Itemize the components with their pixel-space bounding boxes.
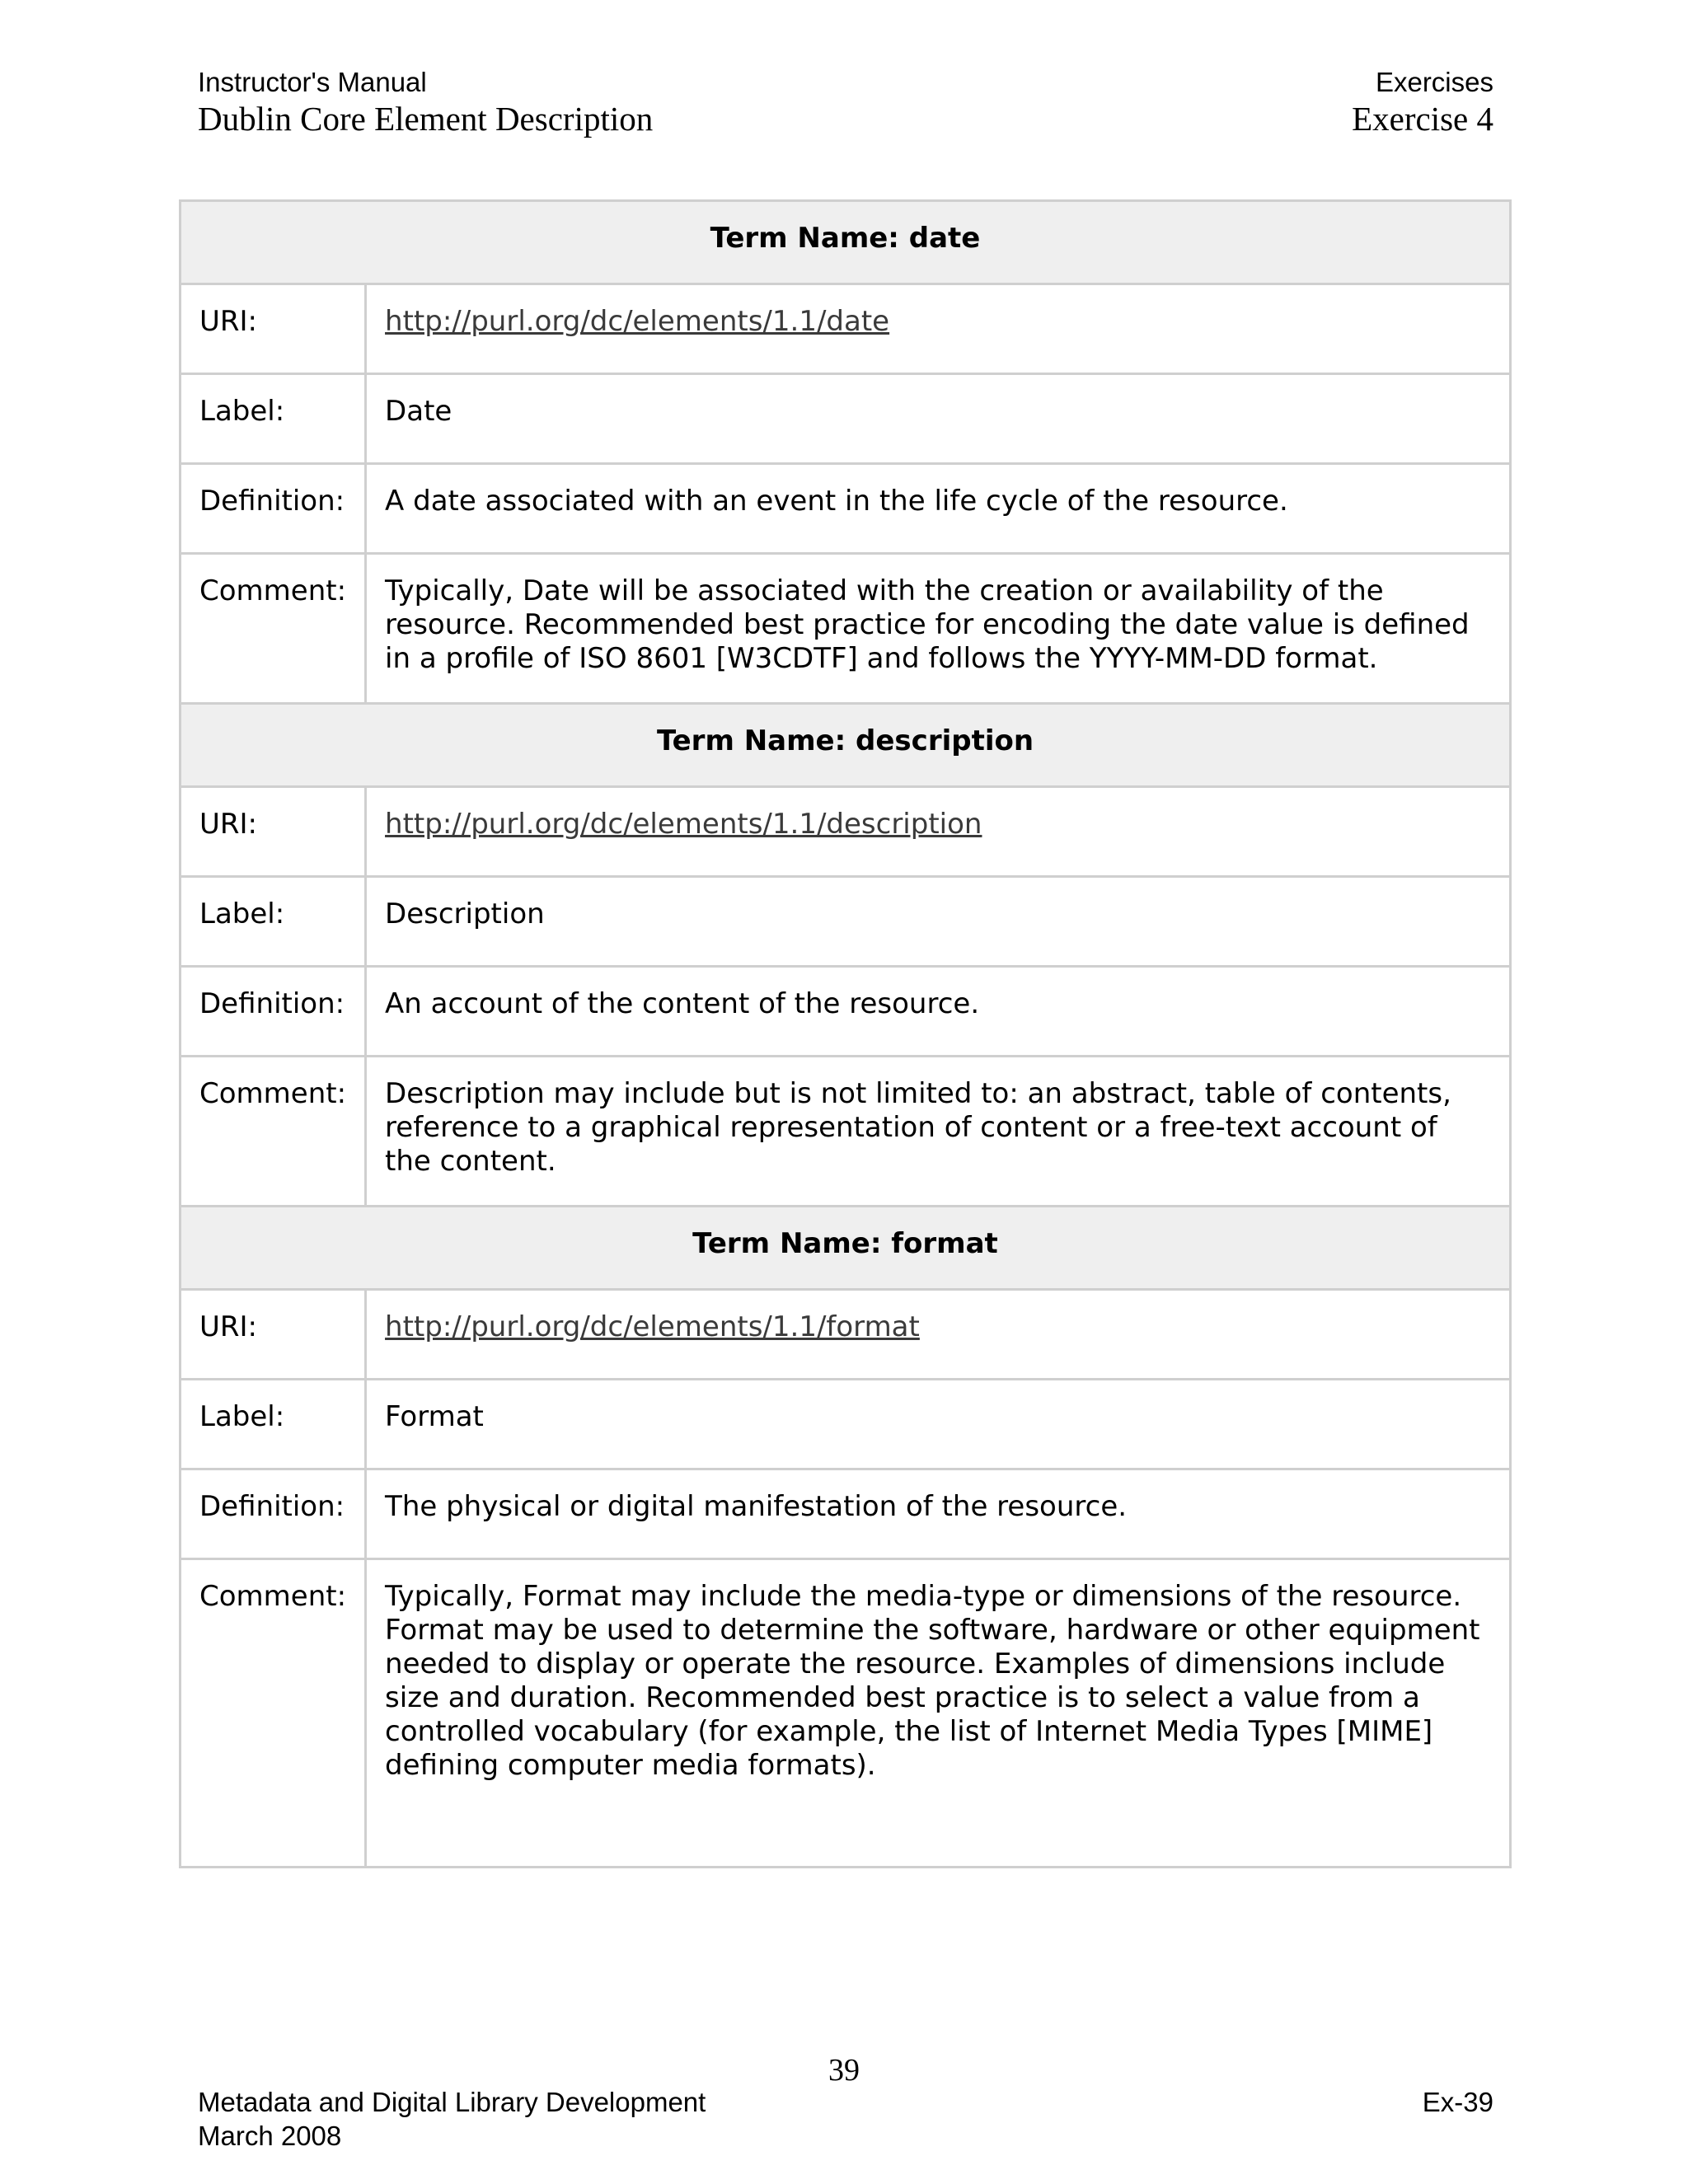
uri-label: URI: (181, 787, 366, 877)
footer-left (198, 2085, 706, 2153)
term-heading: Term Name: format (181, 1207, 1511, 1290)
definition-label: Definition: (181, 464, 366, 554)
comment-label: Comment: (181, 554, 366, 704)
table-row (181, 1290, 1511, 1380)
label-label: Label: (181, 877, 366, 967)
uri-value (366, 1290, 1511, 1380)
term-heading: Term Name: description (181, 704, 1511, 787)
table-row (181, 554, 1511, 704)
uri-value (366, 787, 1511, 877)
section-name: Exercises (1375, 67, 1493, 97)
definition-value: The physical or digital manifestation of the resource. (366, 1469, 1511, 1559)
term-heading-row (181, 201, 1511, 284)
definition-value: An account of the content of the resource. (366, 967, 1511, 1057)
terms-table (179, 199, 1512, 1868)
course-title: Metadata and Digital Library Development (198, 2087, 706, 2117)
table-row (181, 967, 1511, 1057)
page-title: Dublin Core Element Description (198, 100, 654, 138)
comment-value: Typically, Date will be associated with the creation or availability of the resource. Recommended best practice for encoding the date value is defined in a profile of ISO 8601 [W3CDTF] and follows the YYYY-MM-DD format. (366, 554, 1511, 704)
label-value: Date (366, 374, 1511, 464)
table-row (181, 464, 1511, 554)
label-value: Description (366, 877, 1511, 967)
table-row (181, 1559, 1511, 1868)
definition-label: Definition: (181, 1469, 366, 1559)
label-label: Label: (181, 1380, 366, 1469)
term-heading-row (181, 704, 1511, 787)
table-row (181, 877, 1511, 967)
uri-link[interactable]: http://purl.org/dc/elements/1.1/date (385, 305, 890, 338)
table-row (181, 1380, 1511, 1469)
page-number: 39 (828, 2053, 860, 2088)
label-value: Format (366, 1380, 1511, 1469)
table-row (181, 284, 1511, 374)
table-row (181, 787, 1511, 877)
table-row (181, 1469, 1511, 1559)
uri-label: URI: (181, 284, 366, 374)
comment-value: Description may include but is not limited to: an abstract, table of contents, reference to a graphical representation of content or a free-text account of the content. (366, 1057, 1511, 1207)
term-heading: Term Name: date (181, 201, 1511, 284)
comment-label: Comment: (181, 1559, 366, 1868)
page-header-left (198, 66, 653, 138)
page-header-right (1352, 66, 1493, 138)
uri-link[interactable]: http://purl.org/dc/elements/1.1/description (385, 808, 982, 841)
table-row (181, 1057, 1511, 1207)
uri-label: URI: (181, 1290, 366, 1380)
label-label: Label: (181, 374, 366, 464)
footer-page-ref: Ex-39 (1422, 2087, 1493, 2117)
comment-value: Typically, Format may include the media-type or dimensions of the resource. Format may be used to determine the software, hardware or other equipment needed to display or operate the resource. Examples of dimensions include size and duration. Recommended best practice is to select a value from a controlled vocabulary (for example, the list of Internet Media Types [MIME] defining computer media formats). (366, 1559, 1511, 1868)
comment-label: Comment: (181, 1057, 366, 1207)
definition-label: Definition: (181, 967, 366, 1057)
publication-date: March 2008 (198, 2121, 342, 2151)
table-row (181, 374, 1511, 464)
exercise-title: Exercise 4 (1352, 100, 1493, 138)
manual-name: Instructor's Manual (198, 67, 427, 97)
uri-link[interactable]: http://purl.org/dc/elements/1.1/format (385, 1310, 920, 1343)
definition-value: A date associated with an event in the life cycle of the resource. (366, 464, 1511, 554)
term-heading-row (181, 1207, 1511, 1290)
uri-value (366, 284, 1511, 374)
